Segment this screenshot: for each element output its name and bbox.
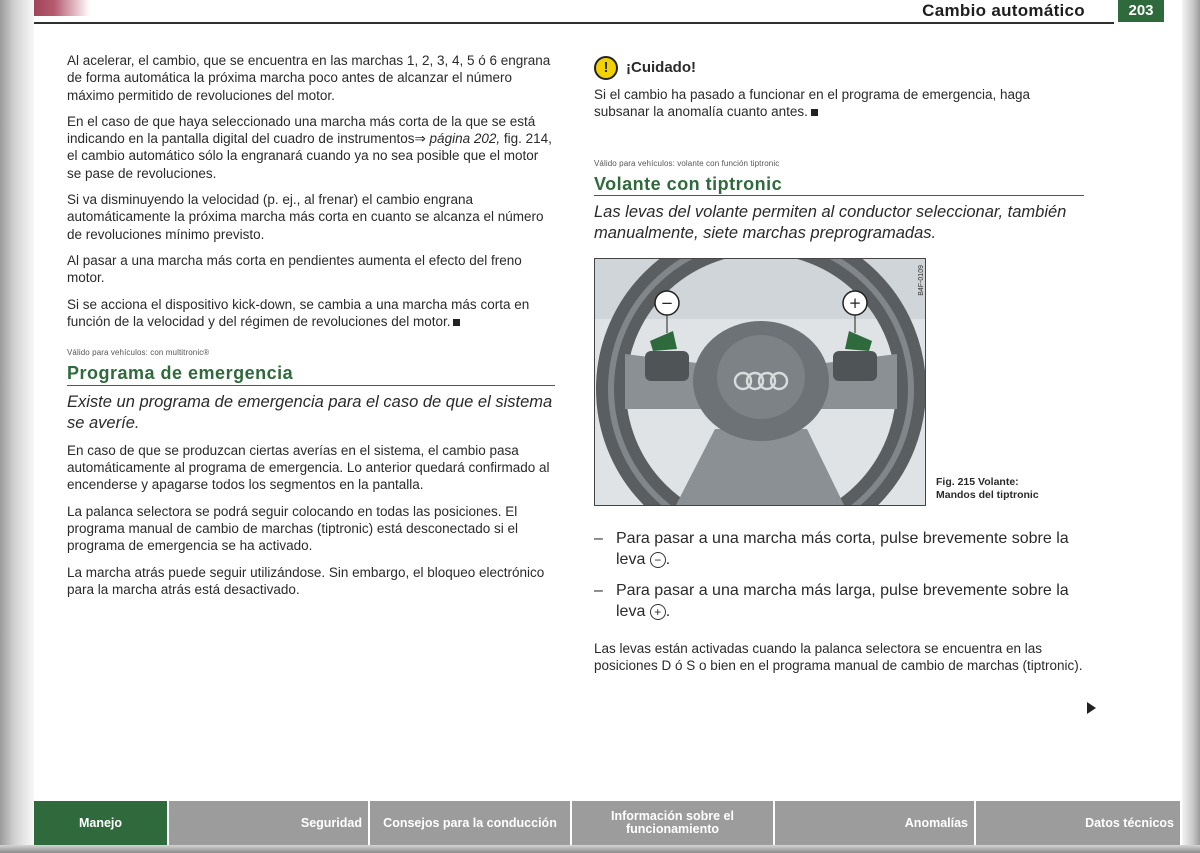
warning-text [594,86,1084,121]
steering-wheel-image [594,258,926,506]
header-rule [34,22,1114,24]
page-left-edge [0,0,34,853]
list-period: . [665,603,671,621]
figure-code: B4F-0109 [918,265,925,296]
paragraph-text: Si el cambio ha pasado a funcionar en el programa de emergencia, haga subsanar la anomalía cuanto antes. [594,87,1031,120]
warning-title: ¡Cuidado! [626,59,696,77]
page-reference-link[interactable]: ⇒ página 202, [414,131,501,147]
figure-caption-line: Mandos del tiptronic [936,489,1039,502]
paragraph-selector-lever: La palanca selectora se podrá seguir colocando en todas las posiciones. El programa manual de cambio de marchas (tiptronic) está desconectado si el programa de emergencia se ha activado. [67,503,518,554]
paragraph-paddles-active: Las levas están activadas cuando la palanca selectora se encuentra en las posiciones D ó S o bien en el programa manual de cambio de marchas (tiptronic). [594,641,1083,674]
nav-tab-consejos[interactable]: Consejos para la conducción [370,801,572,845]
section-heading-emergency: Programa de emergencia [67,365,555,385]
instruction-text: Para pasar a una marcha más corta, pulse brevemente sobre la leva [616,530,1069,569]
warning-icon: ! [594,56,618,80]
paragraph-shorter-gear [67,113,555,182]
paragraph-emergency-mode: En caso de que se produzcan ciertas averías en el sistema, el cambio pasa automáticamente al programa de emergencia. Lo anterior quedará confirmado al encenderse y apagarse todos los segmentos en la pantalla. [67,442,550,493]
plus-lever-symbol: + [650,604,666,620]
page-right-edge [1182,0,1200,853]
list-period: . [665,551,671,569]
list-item [594,580,1084,622]
list-item-text [616,580,1084,622]
nav-tab-datos-tecnicos[interactable]: Datos técnicos [976,801,1182,845]
end-of-section-mark [811,109,818,116]
right-column [594,52,1084,684]
paragraph-text: Si se acciona el dispositivo kick-down, se cambia a una marcha más corta en función de la velocidad y del régimen de revoluciones del motor. [67,296,530,329]
paragraph-downshift: Si va disminuyendo la velocidad (p. ej., al frenar) el cambio engrana automáticamente la próxima marcha más corta en cuanto se alcanza el número de revoluciones mínimo previsto. [67,192,544,242]
lead-text: Las levas del volante permiten al conductor seleccionar, también manualmente, siete marchas preprogramadas. [594,203,1067,243]
instruction-text: Para pasar a una marcha más larga, pulse brevemente sobre la leva [616,582,1069,621]
figure-caption-line: Fig. 215 Volante: [936,476,1019,489]
figure-caption [936,476,1039,502]
nav-tab-anomalias[interactable]: Anomalías [775,801,976,845]
list-dash: – [594,530,603,548]
lead-text: Existe un programa de emergencia para el caso de que el sistema se averíe. [67,392,553,432]
paragraph-text: fig. 214, el cambio automático sólo la engranará cuando ya no sea posible que el motor se pase de revoluciones. [67,131,552,181]
nav-tab-informacion[interactable]: Información sobre el funcionamiento [572,801,775,845]
list-item-text [616,528,1084,570]
section-title: Cambio automático [922,1,1085,20]
minus-lever-symbol: − [650,552,666,568]
figure-steering-wheel [594,258,1084,506]
validity-note: Válido para vehículos: volante con función tiptronic [594,158,780,168]
paragraph-text: En el caso de que haya seleccionado una marcha más corta de la que se está indicando en la pantalla digital del cuadro de instrumentos [67,113,536,147]
plus-paddle-label: + [848,294,862,313]
footer-nav [34,801,1182,845]
validity-note: Válido para vehículos: con multitronic® [67,348,210,358]
section-heading-tiptronic: Volante con tiptronic [594,176,1084,196]
page-bottom-edge [0,845,1200,853]
warning-header [594,56,1084,80]
list-item [594,528,1084,570]
end-of-section-mark [453,319,460,326]
page-number: 203 [1118,0,1164,22]
paragraph-engine-brake: Al pasar a una marcha más corta en pendientes aumenta el efecto del freno motor. [67,252,522,286]
paragraph-gear-upshift: Al acelerar, el cambio, que se encuentra en las marchas 1, 2, 3, 4, 5 ó 6 engrana de forma automática la próxima marcha poco antes de alcanzar el número máximo permitido de revoluciones del motor. [67,53,551,103]
paragraph-kickdown [67,296,555,331]
minus-paddle-label: − [660,294,674,313]
nav-tab-seguridad[interactable]: Seguridad [169,801,370,845]
paragraph-reverse-gear: La marcha atrás puede seguir utilizándose. Sin embargo, el bloqueo electrónico para la marcha atrás está desactivado. [67,564,545,597]
nav-tab-manejo[interactable]: Manejo [34,801,169,845]
left-column [67,52,555,607]
steering-wheel-illustration [595,259,926,506]
list-dash: – [594,582,603,600]
continue-arrow-icon [1087,702,1096,714]
